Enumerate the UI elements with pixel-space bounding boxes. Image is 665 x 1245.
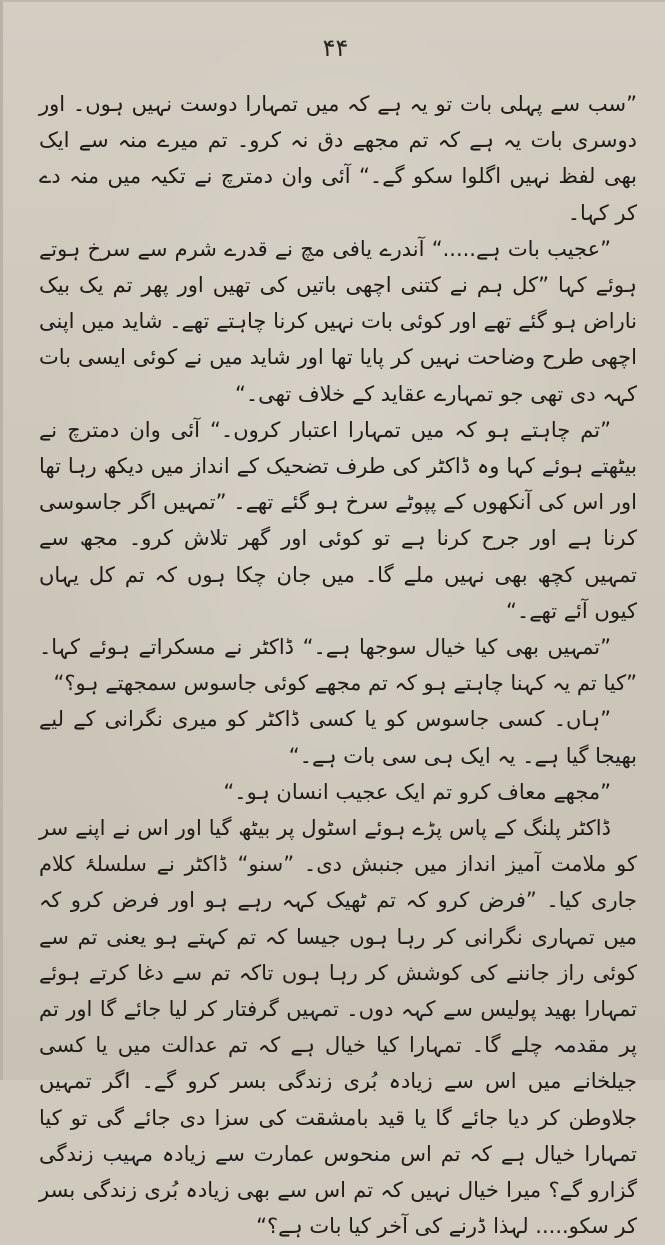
paragraph-1: ”سب سے پہلی بات تو یہ ہے کہ میں تمہارا دوست نہیں ہوں۔ اور دوسری بات یہ ہے کہ تم مجھے دق نہ کرو۔ تم میرے منہ سے ایک بھی لفظ نہیں اگلوا سکو گے۔“ آئی وان دمترچ نے تکیہ میں منہ دے کر کہا۔ [39, 92, 637, 225]
paragraph-4: ”تمہیں بھی کیا خیال سوجھا ہے۔“ ڈاکٹر نے مسکراتے ہوئے کہا۔ ”کیا تم یہ کہنا چاہتے ہو کہ تم مجھے کوئی جاسوس سمجھتے ہو؟“ [39, 635, 637, 696]
paragraph-5: ”ہاں۔ کسی جاسوس کو یا کسی ڈاکٹر کو میری نگرانی کے لیے بھیجا گیا ہے۔ یہ ایک ہی سی بات ہے۔“ [39, 707, 637, 768]
paragraph-2: ”عجیب بات ہے.....“ آندرے یافی مچ نے قدرے شرم سے سرخ ہوتے ہوئے کہا ”کل ہم نے کتنی اچھی باتیں کی تھیں اور پھر تم یک بیک ناراض ہو گئے تھے اور کوئی بات نہیں کرنا چاہتے تھے۔ شاید میں اپنی اچھی طرح وضاحت نہیں کر پایا تھا اور شاید میں نے کوئی ایسی بات کہہ دی تھی جو تمہارے عقاید کے خلاف تھی۔“ [39, 236, 637, 406]
page-text [39, 86, 637, 1239]
paragraph-7: ڈاکٹر پلنگ کے پاس پڑے ہوئے اسٹول پر بیٹھ گیا اور اس نے اپنے سر کو ملامت آمیز انداز میں جنبش دی۔ ”سنو“ ڈاکٹر نے سلسلۂ کلام جاری کیا۔ ”فرض کرو کہ تم ٹھیک کہہ رہے ہو اور فرض کرو کہ میں تمہاری نگرانی کر رہا ہوں جیسا کہ تم کہتے ہو یعنی تم سے کوئی راز جاننے کی کوشش کر رہا ہوں تاکہ تم سے دغا کرتے ہوئے تمہارا بھید پولیس سے کہہ دوں۔ تمہیں گرفتار کر لیا جائے گا اور تم پر مقدمہ چلے گا۔ تمہارا کیا خیال ہے کہ تم عدالت میں یا کسی جیلخانے میں اس سے زیادہ بُری زندگی بسر کرو گے۔ اگر تمہیں جلاوطن کر دیا جائے گا یا قید بامشقت کی سزا دی جائے گی تو کیا تمہارا خیال ہے کہ تم اس منحوس عمارت سے زیادہ مہیب زندگی گزارو گے؟ میرا خیال نہیں کہ تم اس سے بھی زیادہ بُری زندگی بسر کر سکو..... لہذا ڈرنے کی آخر کیا بات ہے؟“ [39, 816, 637, 1239]
paragraph-3: ”تم چاہتے ہو کہ میں تمہارا اعتبار کروں۔“ آئی وان دمترچ نے بیٹھتے ہوئے کہا وہ ڈاکٹر کی طرف تضحیک کے انداز میں دیکھ رہا تھا اور اس کی آنکھوں کے پپوٹے سرخ ہو گئے تھے۔ ”تمہیں اگر جاسوسی کرنا ہے اور جرح کرنا ہے تو کوئی اور گھر تلاش کرو۔ مجھ سے تمہیں کچھ بھی نہیں ملے گا۔ میں جان چکا ہوں کہ تم کل یہاں کیوں آئے تھے۔“ [39, 417, 637, 623]
page-number: ۴۴ [322, 34, 349, 62]
paragraph-6: ”مجھے معاف کرو تم ایک عجیب انسان ہو۔“ [223, 779, 611, 804]
